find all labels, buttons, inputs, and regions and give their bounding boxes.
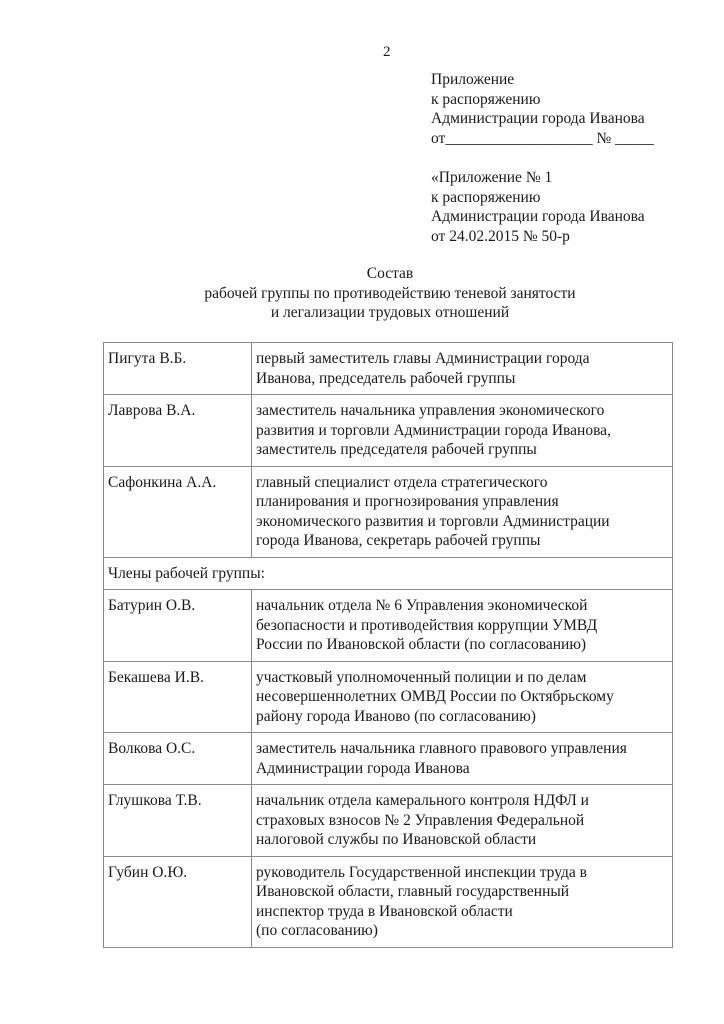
table-row xyxy=(104,343,673,395)
member-name: Губин О.Ю. xyxy=(104,856,252,947)
member-role-line: планирования и прогнозирования управления xyxy=(256,493,559,510)
member-name: Сафонкина А.А. xyxy=(104,466,252,557)
member-role xyxy=(252,785,673,857)
member-role-line: заместитель начальника управления экономического xyxy=(256,402,605,419)
members-heading: Члены рабочей группы: xyxy=(104,557,673,590)
member-role xyxy=(252,466,673,557)
member-name: Лаврова В.А. xyxy=(104,395,252,467)
title-line: и легализации трудовых отношений xyxy=(270,304,510,321)
appendix-header xyxy=(431,70,654,148)
member-role xyxy=(252,733,673,785)
appendix-header-line: «Приложение № 1 xyxy=(431,169,553,186)
members-heading-row xyxy=(104,557,673,590)
member-role-line: России по Ивановской области (по согласованию) xyxy=(256,636,587,653)
member-role-line: заместитель председателя рабочей группы xyxy=(256,441,537,458)
member-role-line: участковый уполномоченный полиции и по делам xyxy=(256,668,587,686)
table-row xyxy=(104,661,673,733)
member-role-line: главный специалист отдела стратегического xyxy=(256,473,548,491)
working-group-table xyxy=(103,342,673,948)
member-role-line: начальник отдела камерального контроля НДФЛ и xyxy=(256,792,589,809)
title-line: Состав xyxy=(366,265,414,282)
table-row xyxy=(104,466,673,557)
member-role-line: первый заместитель главы Администрации города xyxy=(256,350,590,367)
member-role-line: инспектор труда в Ивановской области xyxy=(256,902,513,920)
appendix-header-line: от___________________ № _____ xyxy=(431,129,654,147)
member-role-line: району города Иваново (по согласованию) xyxy=(256,707,536,725)
table-row xyxy=(104,733,673,785)
table-row xyxy=(104,395,673,467)
member-name: Пигута В.Б. xyxy=(104,343,252,395)
original-appendix-header xyxy=(431,168,645,246)
appendix-header-line: Администрации города Иванова xyxy=(431,208,645,225)
member-role-line: экономического развития и торговли Администрации xyxy=(256,512,610,530)
member-role-line: заместитель начальника главного правового управления xyxy=(256,740,627,757)
member-name: Батурин О.В. xyxy=(104,590,252,662)
member-role xyxy=(252,343,673,395)
appendix-header-line: к распоряжению xyxy=(431,90,541,108)
member-role-line: (по согласованию) xyxy=(256,922,378,939)
member-role xyxy=(252,661,673,733)
member-name: Волкова О.С. xyxy=(104,733,252,785)
appendix-header-line: Администрации города Иванова xyxy=(431,110,645,127)
page-number: 2 xyxy=(383,44,391,60)
member-role xyxy=(252,395,673,467)
table-row xyxy=(104,590,673,662)
member-role-line: несовершеннолетних ОМВД России по Октябрьскому xyxy=(256,688,614,705)
member-role-line: Иванова, председатель рабочей группы xyxy=(256,369,516,387)
appendix-header-line: к распоряжению xyxy=(431,188,541,206)
document-title xyxy=(0,264,724,323)
title-line: рабочей группы по противодействию теневой занятости xyxy=(204,284,576,302)
member-role-line: города Иванова, секретарь рабочей группы xyxy=(256,532,541,549)
member-role-line: налоговой службы по Ивановской области xyxy=(256,831,537,848)
member-role-line: страховых взносов № 2 Управления Федеральной xyxy=(256,811,585,829)
member-role-line: Ивановской области, главный государственный xyxy=(256,883,570,900)
appendix-header-line: от 24.02.2015 № 50-р xyxy=(431,227,570,245)
member-role-line: Администрации города Иванова xyxy=(256,759,470,777)
member-role xyxy=(252,856,673,947)
member-role-line: начальник отдела № 6 Управления экономической xyxy=(256,597,588,614)
appendix-header-line: Приложение xyxy=(431,71,515,88)
member-role-line: развития и торговли Администрации города Иванова, xyxy=(256,421,611,439)
table-row xyxy=(104,785,673,857)
member-name: Бекашева И.В. xyxy=(104,661,252,733)
member-role xyxy=(252,590,673,662)
member-name: Глушкова Т.В. xyxy=(104,785,252,857)
member-role-line: руководитель Государственной инспекции труда в xyxy=(256,863,587,881)
table-row xyxy=(104,856,673,947)
member-role-line: безопасности и противодействия коррупции УМВД xyxy=(256,616,598,634)
